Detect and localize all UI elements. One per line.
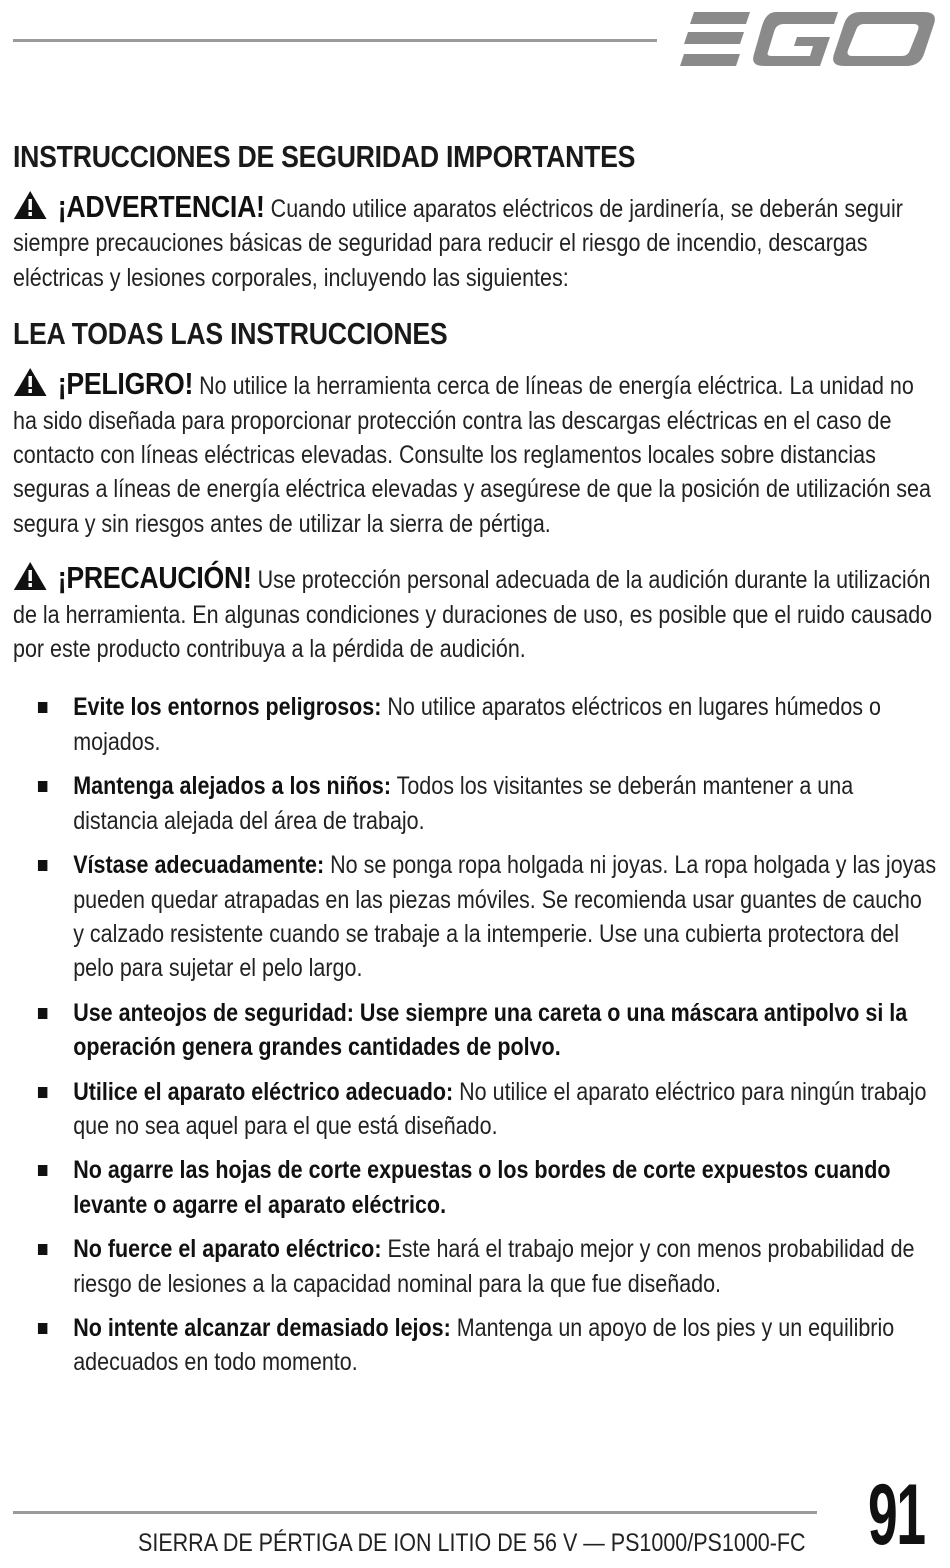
bullet-square-icon <box>38 860 47 871</box>
danger-paragraph <box>13 367 938 541</box>
safety-bullet-list <box>13 690 938 1379</box>
header-rule <box>13 39 657 42</box>
bullet-bold-lead: Mantenga alejados a los niños: <box>73 772 391 801</box>
bullet-bold-lead: Use anteojos de seguridad: Use siempre una careta o una máscara antipolvo si la operación genera grandes cantidades de polvo. <box>73 998 908 1062</box>
bullet-square-icon <box>38 1165 47 1176</box>
list-item <box>73 690 937 759</box>
bullet-text: Todos los visitantes se deberán mantener a una distancia alejada del área de trabajo. <box>73 772 854 835</box>
bullet-text: No se ponga ropa holgada ni joyas. La ropa holgada y las joyas pueden quedar atrapadas en las piezas móviles. Se recomienda usar guantes de caucho y calzado resistente cuando se trabaje a la intemperie. Use una cubierta protectora del pelo para sujetar el pelo largo. <box>73 851 937 983</box>
bullet-square-icon <box>38 1323 47 1334</box>
list-item <box>73 1153 937 1222</box>
caution-text: Use protección personal adecuada de la audición durante la utilización de la herramienta. En algunas condiciones y duraciones de uso, es posible que el ruido causado por este producto contribuya a la pérdida de audición. <box>13 566 933 664</box>
bullet-text: No utilice el aparato eléctrico para ningún trabajo que no sea aquel para el que está diseñado. <box>73 1077 927 1140</box>
footer-title: SIERRA DE PÉRTIGA DE ION LITIO DE 56 V — PS1000/PS1000-FC <box>138 1529 806 1557</box>
bullet-bold-lead: No intente alcanzar demasiado lejos: <box>73 1313 451 1342</box>
warning-triangle-icon <box>13 367 47 397</box>
bullet-bold-lead: Evite los entornos peligrosos: <box>73 693 382 722</box>
list-item <box>73 1311 937 1380</box>
warning-triangle-icon <box>13 561 47 591</box>
bullet-text: Mantenga un apoyo de los pies y un equilibrio adecuados en todo momento. <box>73 1313 895 1377</box>
caution-paragraph <box>13 561 938 666</box>
warning-paragraph <box>13 190 938 295</box>
bullet-text: No utilice aparatos eléctricos en lugares húmedos o mojados. <box>73 693 881 756</box>
bullet-bold-lead: Utilice el aparato eléctrico adecuado: <box>73 1077 454 1106</box>
bullet-bold-lead: No fuerce el aparato eléctrico: <box>73 1235 382 1264</box>
page-number: 91 <box>868 1467 925 1563</box>
list-item <box>73 1075 937 1144</box>
bullet-square-icon <box>38 1244 47 1255</box>
list-item <box>73 1232 937 1301</box>
danger-text: No utilice la herramienta cerca de líneas de energía eléctrica. La unidad no ha sido diseñada para proporcionar protección contra las descargas eléctricas en el caso de contacto con líneas eléctricas elevadas. Consulte los reglamentos locales sobre distancias seguras a líneas de energía eléctrica elevadas y asegúrese de que la posición de utilización sea segura y sin riesgos antes de utilizar la sierra de pértiga. <box>13 372 931 538</box>
bullet-bold-lead: No agarre las hojas de corte expuestas o los bordes de corte expuestos cuando levante o agarre el aparato eléctrico. <box>73 1156 891 1219</box>
warning-triangle-icon <box>13 190 47 220</box>
warning-text: Cuando utilice aparatos eléctricos de jardinería, se deberán seguir siempre precauciones básicas de seguridad para reducir el riesgo de incendio, descargas eléctricas y lesiones corporales, incluyendo las siguientes: <box>13 195 903 292</box>
bullet-square-icon <box>38 1008 47 1019</box>
bullet-text: Este hará el trabajo mejor y con menos probabilidad de riesgo de lesiones a la capacidad nominal para la que fue diseñado. <box>73 1235 915 1298</box>
danger-signal-word: ¡PELIGRO! <box>57 366 194 402</box>
warning-signal-word: ¡ADVERTENCIA! <box>57 189 265 224</box>
main-content <box>13 138 938 1390</box>
list-item <box>73 848 937 986</box>
list-item <box>73 769 937 838</box>
heading-read-all: LEA TODAS LAS INSTRUCCIONES <box>13 316 448 352</box>
bullet-square-icon <box>38 702 47 713</box>
list-item <box>73 996 937 1065</box>
caution-signal-word: ¡PRECAUCIÓN! <box>57 560 252 596</box>
footer-rule <box>13 1511 817 1514</box>
bullet-square-icon <box>38 781 47 792</box>
bullet-square-icon <box>38 1087 47 1098</box>
heading-important-safety: INSTRUCCIONES DE SEGURIDAD IMPORTANTES <box>13 139 636 174</box>
ego-logo <box>680 10 936 68</box>
bullet-bold-lead: Vístase adecuadamente: <box>73 851 325 880</box>
